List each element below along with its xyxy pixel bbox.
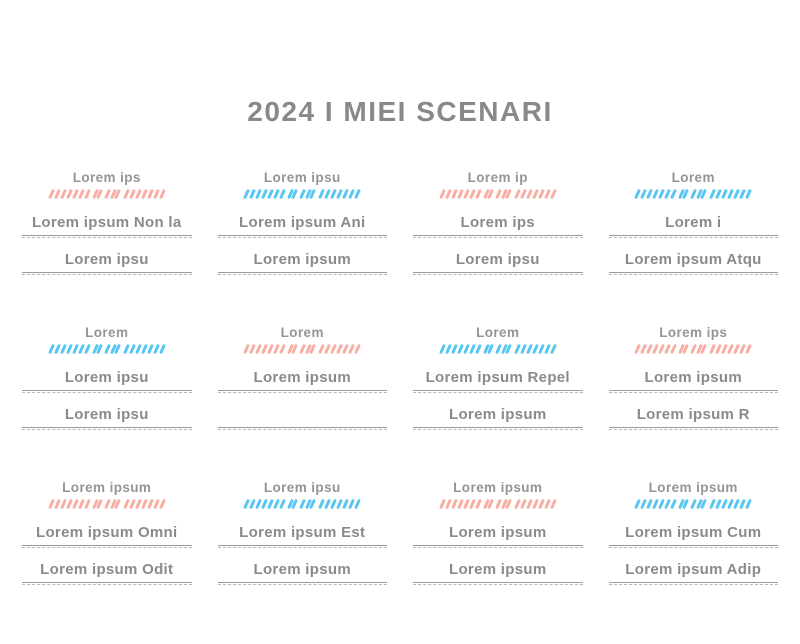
- underline-dashed-line: [413, 237, 583, 238]
- field-underline: [22, 545, 192, 548]
- hatch-stroke: [279, 344, 286, 354]
- field-underline: [22, 582, 192, 585]
- field-row-1: [218, 213, 388, 238]
- field-value[interactable]: Lorem ipsu: [64, 406, 149, 423]
- underline-dashed-line: [413, 584, 583, 585]
- underline-solid-line: [22, 582, 192, 583]
- field-underline: [413, 545, 583, 548]
- hatch-scribble-icon: [22, 187, 192, 201]
- hatch-stroke: [84, 344, 91, 354]
- hatch-stroke: [745, 344, 752, 354]
- underline-dashed-line: [609, 429, 779, 430]
- underline-solid-line: [218, 545, 388, 546]
- card-title: Lorem: [671, 170, 715, 185]
- field-row-1: [413, 368, 583, 393]
- underline-dashed-line: [609, 392, 779, 393]
- underline-dashed-line: [413, 392, 583, 393]
- hatch-stroke: [550, 499, 557, 509]
- underline-solid-line: [22, 427, 192, 428]
- field-row-1: [413, 213, 583, 238]
- field-value[interactable]: Lorem ipsum R: [636, 406, 750, 423]
- field-underline: [22, 390, 192, 393]
- field-underline: [22, 272, 192, 275]
- underline-dashed-line: [609, 584, 779, 585]
- field-underline: [609, 545, 779, 548]
- field-value[interactable]: Lorem ipsum Odit: [40, 561, 174, 578]
- underline-solid-line: [22, 235, 192, 236]
- underline-solid-line: [218, 390, 388, 391]
- scenario-card: [413, 480, 583, 585]
- field-underline: [22, 235, 192, 238]
- field-row-2: [218, 405, 388, 430]
- hatch-scribble-icon: [413, 497, 583, 511]
- field-underline: [413, 235, 583, 238]
- field-row-2: [218, 250, 388, 275]
- hatch-stroke: [670, 499, 677, 509]
- field-value[interactable]: Lorem ipsum Omni: [36, 524, 178, 541]
- field-underline: [609, 427, 779, 430]
- field-row-2: [218, 560, 388, 585]
- underline-solid-line: [609, 545, 779, 546]
- field-value[interactable]: Lorem ipsum: [253, 369, 351, 386]
- field-value[interactable]: Lorem ipsum Adip: [625, 561, 762, 578]
- hatch-stroke: [84, 189, 91, 199]
- field-value[interactable]: Lorem ipsum Atqu: [624, 251, 762, 268]
- field-row-2: [609, 560, 779, 585]
- underline-dashed-line: [218, 429, 388, 430]
- field-underline: [218, 582, 388, 585]
- scenario-card: [413, 170, 583, 275]
- field-value[interactable]: Lorem ipsum Cum: [625, 524, 762, 541]
- card-title: Lorem ips: [72, 170, 141, 185]
- hatch-stroke: [670, 189, 677, 199]
- underline-dashed-line: [609, 274, 779, 275]
- field-underline: [609, 235, 779, 238]
- scenario-card: [22, 170, 192, 275]
- hatch-stroke: [279, 189, 286, 199]
- underline-dashed-line: [22, 547, 192, 548]
- card-title: Lorem ips: [659, 325, 728, 340]
- field-row-2: [609, 405, 779, 430]
- underline-solid-line: [413, 235, 583, 236]
- hatch-scribble-icon: [218, 342, 388, 356]
- hatch-scribble-icon: [413, 187, 583, 201]
- scenario-card: [218, 170, 388, 275]
- hatch-scribble-icon: [22, 497, 192, 511]
- field-underline: [413, 390, 583, 393]
- hatch-scribble-icon: [413, 342, 583, 356]
- underline-solid-line: [218, 582, 388, 583]
- scenario-card: [22, 480, 192, 585]
- field-row-1: [218, 523, 388, 548]
- scenario-card: [22, 325, 192, 430]
- field-value[interactable]: Lorem ipsum: [449, 406, 547, 423]
- field-underline: [218, 390, 388, 393]
- field-underline: [413, 272, 583, 275]
- field-value[interactable]: Lorem ipsum: [253, 251, 351, 268]
- card-title: Lorem ipsu: [263, 170, 341, 185]
- underline-dashed-line: [22, 584, 192, 585]
- field-row-1: [22, 523, 192, 548]
- card-title: Lorem ipsum: [453, 480, 543, 495]
- hatch-scribble-icon: [22, 342, 192, 356]
- field-value[interactable]: Lorem ips: [460, 214, 535, 231]
- underline-solid-line: [413, 582, 583, 583]
- field-underline: [218, 427, 388, 430]
- field-row-2: [22, 560, 192, 585]
- underline-solid-line: [413, 272, 583, 273]
- hatch-stroke: [279, 499, 286, 509]
- hatch-stroke: [550, 344, 557, 354]
- scenario-card: [609, 480, 779, 585]
- underline-solid-line: [609, 272, 779, 273]
- card-title: Lorem ipsum: [648, 480, 738, 495]
- field-row-1: [22, 213, 192, 238]
- field-value[interactable]: Lorem ipsum Repel: [425, 369, 570, 386]
- underline-solid-line: [609, 582, 779, 583]
- field-row-2: [22, 250, 192, 275]
- underline-solid-line: [22, 272, 192, 273]
- field-underline: [413, 427, 583, 430]
- field-row-1: [609, 368, 779, 393]
- field-underline: [609, 582, 779, 585]
- underline-solid-line: [22, 545, 192, 546]
- underline-solid-line: [413, 427, 583, 428]
- card-title: Lorem: [476, 325, 520, 340]
- card-title: Lorem ip: [467, 170, 528, 185]
- hatch-scribble-icon: [609, 187, 779, 201]
- scenario-card: [218, 325, 388, 430]
- page-title: 2024 I MIEI SCENARI: [247, 96, 553, 127]
- card-title: Lorem: [280, 325, 324, 340]
- underline-solid-line: [218, 272, 388, 273]
- hatch-scribble-icon: [609, 342, 779, 356]
- field-underline: [218, 235, 388, 238]
- underline-solid-line: [609, 390, 779, 391]
- hatch-stroke: [159, 344, 166, 354]
- underline-dashed-line: [609, 237, 779, 238]
- underline-solid-line: [609, 235, 779, 236]
- underline-dashed-line: [413, 429, 583, 430]
- field-value[interactable]: Lorem ipsum Est: [239, 524, 366, 541]
- underline-solid-line: [413, 390, 583, 391]
- underline-dashed-line: [413, 547, 583, 548]
- field-value[interactable]: Lorem ipsu: [64, 369, 149, 386]
- field-row-1: [22, 368, 192, 393]
- field-row-1: [218, 368, 388, 393]
- hatch-stroke: [354, 499, 361, 509]
- card-title: Lorem: [85, 325, 129, 340]
- hatch-stroke: [354, 344, 361, 354]
- field-underline: [22, 427, 192, 430]
- field-value[interactable]: Lorem ipsum: [644, 369, 742, 386]
- field-value[interactable]: Lorem i: [665, 214, 722, 231]
- hatch-stroke: [745, 499, 752, 509]
- field-value[interactable]: Lorem ipsum Ani: [239, 214, 366, 231]
- hatch-scribble-icon: [609, 497, 779, 511]
- scenario-card: [413, 325, 583, 430]
- field-underline: [218, 272, 388, 275]
- field-value[interactable]: Lorem ipsum: [449, 561, 547, 578]
- field-row-2: [22, 405, 192, 430]
- underline-dashed-line: [218, 584, 388, 585]
- underline-dashed-line: [218, 392, 388, 393]
- field-row-1: [413, 523, 583, 548]
- hatch-stroke: [159, 499, 166, 509]
- field-row-2: [413, 250, 583, 275]
- field-row-2: [413, 560, 583, 585]
- field-value[interactable]: Lorem ipsum: [449, 524, 547, 541]
- hatch-scribble-icon: [218, 497, 388, 511]
- underline-dashed-line: [218, 547, 388, 548]
- card-title: Lorem ipsum: [62, 480, 152, 495]
- underline-dashed-line: [218, 274, 388, 275]
- underline-dashed-line: [22, 274, 192, 275]
- underline-dashed-line: [22, 429, 192, 430]
- card-title: Lorem ipsu: [263, 480, 341, 495]
- underline-solid-line: [218, 427, 388, 428]
- field-value[interactable]: Lorem ipsu: [455, 251, 540, 268]
- hatch-stroke: [354, 189, 361, 199]
- hatch-stroke: [475, 189, 482, 199]
- underline-solid-line: [22, 390, 192, 391]
- underline-solid-line: [218, 235, 388, 236]
- field-underline: [609, 272, 779, 275]
- hatch-stroke: [745, 189, 752, 199]
- scenario-card: [609, 170, 779, 275]
- field-value[interactable]: Lorem ipsum Non la: [31, 214, 182, 231]
- field-row-2: [609, 250, 779, 275]
- hatch-stroke: [475, 499, 482, 509]
- hatch-stroke: [159, 189, 166, 199]
- field-value[interactable]: Lorem ipsu: [64, 251, 149, 268]
- hatch-stroke: [670, 344, 677, 354]
- field-row-1: [609, 213, 779, 238]
- hatch-stroke: [84, 499, 91, 509]
- field-underline: [609, 390, 779, 393]
- hatch-stroke: [475, 344, 482, 354]
- field-value[interactable]: Lorem ipsum: [253, 561, 351, 578]
- hatch-stroke: [550, 189, 557, 199]
- underline-dashed-line: [413, 274, 583, 275]
- underline-dashed-line: [218, 237, 388, 238]
- field-underline: [413, 582, 583, 585]
- field-value[interactable]: [218, 405, 388, 424]
- hatch-scribble-icon: [218, 187, 388, 201]
- underline-solid-line: [413, 545, 583, 546]
- underline-solid-line: [609, 427, 779, 428]
- underline-dashed-line: [22, 392, 192, 393]
- field-underline: [218, 545, 388, 548]
- field-row-1: [609, 523, 779, 548]
- field-row-2: [413, 405, 583, 430]
- underline-dashed-line: [22, 237, 192, 238]
- scenario-grid: [22, 170, 778, 585]
- scenario-card: [609, 325, 779, 430]
- underline-dashed-line: [609, 547, 779, 548]
- scenario-card: [218, 480, 388, 585]
